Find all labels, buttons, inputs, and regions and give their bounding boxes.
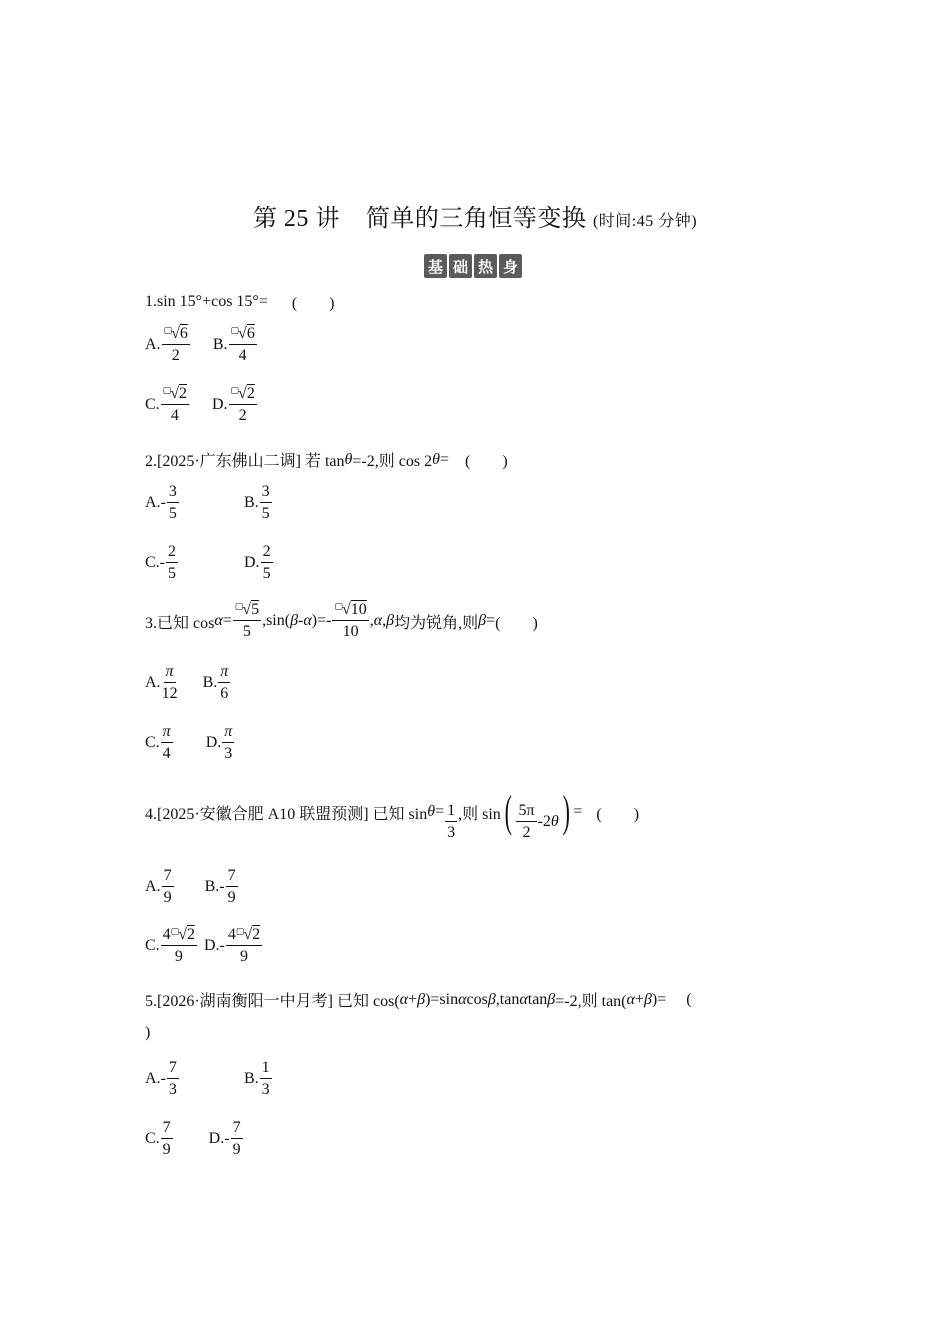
question-5-stem-cont <box>145 1024 150 1042</box>
option-c[interactable]: C. $\frac{4^▢√2}{9}$ <box>145 926 195 965</box>
time-limit: (时间:45 分钟) <box>592 213 698 230</box>
badge-char: 础 <box>449 254 472 278</box>
question-2-stem: 2.[2025·广东佛山二调] 若 tan θ =-2,则 cos 2 θ = ( ) <box>145 448 508 471</box>
question-1-options-row2 <box>145 386 258 424</box>
option-d[interactable]: D. $\frac{\pi}{3}$ <box>205 723 233 762</box>
question-5-stem: 5.[2026·湖南衡阳一中月考] 已知 cos( α + β )=sin α cos β ,tan α tan β =-2,则 tan( α + β )= ( <box>145 990 692 1010</box>
question-1-stem: 1.sin 15°+cos 15°= ( ) <box>145 290 335 313</box>
badge-char: 身 <box>499 254 522 278</box>
question-3-options-row2 <box>145 724 235 762</box>
question-4-options-row1 <box>145 868 239 906</box>
option-c[interactable]: C. $\frac{^▢√2}{4}$ <box>145 385 187 424</box>
question-2-options-row2 <box>145 544 274 582</box>
question-4-options-row2 <box>145 927 263 965</box>
option-d[interactable]: D. $\frac{2}{5}$ <box>244 543 271 582</box>
question-3-stem: 3.已知 cos α = $\frac{^▢√5}{5}$ ,sin( β - α )=- $\frac{^▢√10}{10}$ , α , β 均为锐角,则 β = ( ) <box>145 601 538 640</box>
lecture-number: 第 25 讲 <box>252 206 340 232</box>
answer-paren: ( ) <box>291 295 335 312</box>
option-b[interactable]: B.- $\frac{7}{9}$ <box>204 867 236 906</box>
option-b[interactable]: B. $\frac{\pi}{6}$ <box>202 663 229 702</box>
page-title <box>0 198 950 233</box>
option-a[interactable]: A. $\frac{7}{9}$ <box>145 867 172 906</box>
option-b[interactable]: B. $\frac{^▢√6}{4}$ <box>212 325 255 364</box>
option-c[interactable]: C.- $\frac{2}{5}$ <box>145 543 176 582</box>
option-a[interactable]: A.- $\frac{7}{3}$ <box>145 1059 177 1098</box>
section-badge <box>424 254 522 278</box>
option-a[interactable]: A. $\frac{\pi}{12}$ <box>145 663 178 702</box>
question-4-stem: 4.[2025·安徽合肥 A10 联盟预测] 已知 sin θ = $\frac{1}{3}$ ,则 sin ( $\frac{5\pi}{2}$ -2 θ ) = ( ) <box>145 787 640 841</box>
option-a[interactable]: A. $\frac{^▢√6}{2}$ <box>145 325 188 364</box>
answer-paren-open: ( <box>686 990 692 1008</box>
question-5-options-row2 <box>145 1120 244 1158</box>
option-c[interactable]: C. $\frac{\pi}{4}$ <box>145 723 171 762</box>
lecture-topic: 简单的三角恒等变换 <box>365 206 587 232</box>
answer-paren: ( ) <box>596 805 640 823</box>
badge-char: 热 <box>474 254 497 278</box>
badge-char: 基 <box>424 254 447 278</box>
option-c[interactable]: C. $\frac{7}{9}$ <box>145 1119 171 1158</box>
option-b[interactable]: B. $\frac{1}{3}$ <box>244 1059 270 1098</box>
option-d[interactable]: D.- $\frac{7}{9}$ <box>208 1119 241 1158</box>
option-d[interactable]: D.- $\frac{4^▢√2}{9}$ <box>203 926 261 965</box>
answer-paren: ( ) <box>495 614 538 632</box>
option-d[interactable]: D. $\frac{^▢√2}{2}$ <box>211 385 255 424</box>
answer-paren-close: ) <box>145 1024 151 1041</box>
question-3-options-row1 <box>145 664 231 702</box>
option-b[interactable]: B. $\frac{3}{5}$ <box>244 483 270 522</box>
question-1-options-row1 <box>145 326 258 364</box>
question-2-options-row1 <box>145 484 273 522</box>
question-5-options-row1 <box>145 1060 273 1098</box>
option-a[interactable]: A.- $\frac{3}{5}$ <box>145 483 177 522</box>
answer-paren: ( ) <box>464 453 508 470</box>
